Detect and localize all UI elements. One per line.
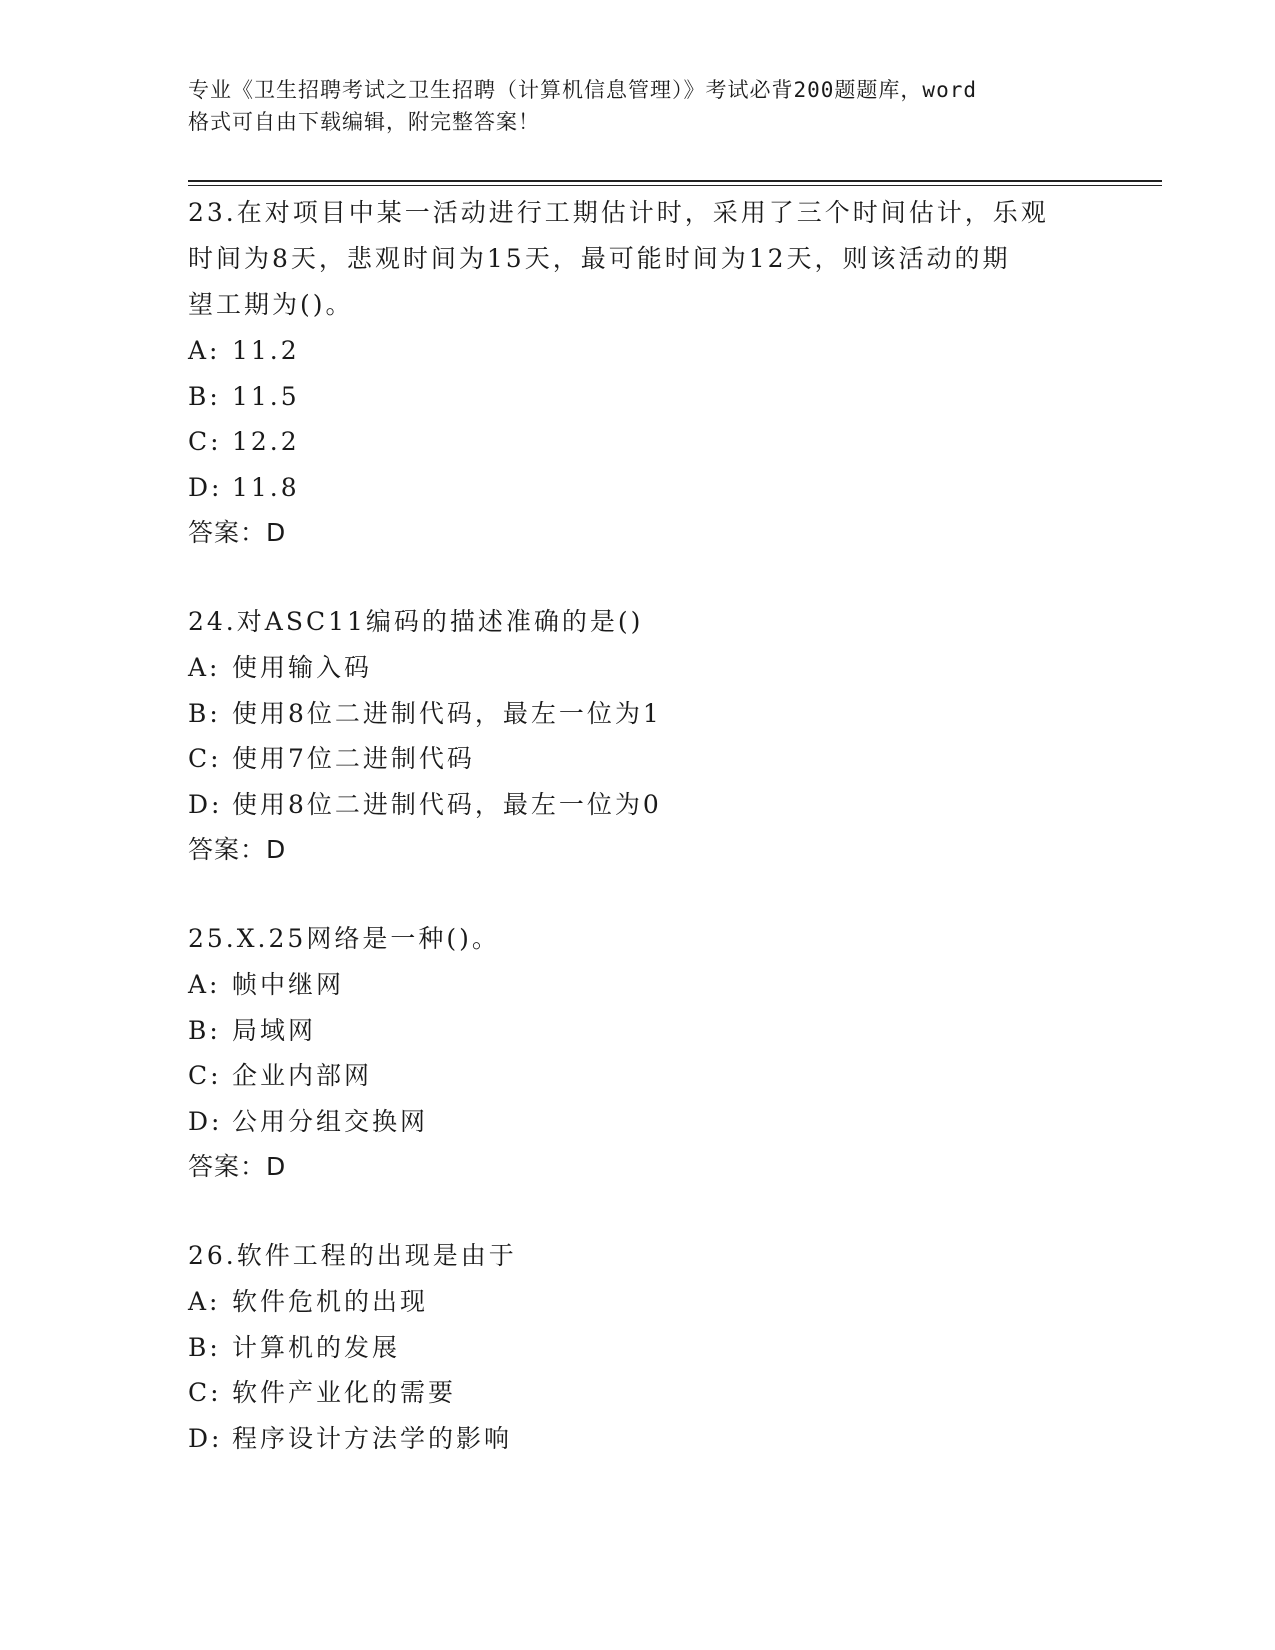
option-letter: A:	[188, 1287, 221, 1316]
option-letter: D:	[188, 1423, 223, 1453]
answer-label: 答案：D	[188, 835, 287, 864]
option-text: 使用8位二进制代码，最左一位为1	[232, 698, 662, 728]
option-d	[188, 782, 1088, 828]
option-text: 局域网	[232, 1015, 317, 1045]
question-stem-line: 时间为8天，悲观时间为15天，最可能时间为12天，则该活动的期	[188, 244, 1011, 273]
option-text: 程序设计方法学的影响	[232, 1423, 513, 1453]
option-text: 帧中继网	[232, 970, 345, 999]
option-a	[188, 1279, 1088, 1325]
option-letter: A:	[188, 653, 221, 682]
answer-label: 答案：D	[188, 1152, 287, 1181]
answer-label: 答案：D	[188, 518, 287, 547]
option-b	[188, 374, 1088, 420]
question-23	[188, 190, 1088, 555]
option-letter: D:	[188, 472, 223, 502]
option-letter: C:	[188, 744, 222, 773]
question-list	[188, 190, 1088, 1505]
question-25	[188, 916, 1088, 1189]
option-a	[188, 962, 1088, 1008]
option-text: 12.2	[232, 427, 300, 456]
option-letter: A:	[188, 970, 221, 999]
option-text: 公用分组交换网	[232, 1106, 429, 1136]
question-stem-line: 26.软件工程的出现是由于	[188, 1241, 517, 1270]
option-letter: C:	[188, 1061, 222, 1090]
header-divider-thick	[188, 180, 1162, 182]
question-stem-line: 24.对ASC11编码的描述准确的是()	[188, 607, 644, 636]
option-c	[188, 419, 1088, 465]
option-text: 11.2	[232, 336, 300, 365]
option-d	[188, 1416, 1088, 1462]
option-d	[188, 1099, 1088, 1145]
option-c	[188, 1370, 1088, 1416]
header-title-line-2: 格式可自由下载编辑，附完整答案！	[188, 110, 540, 134]
question-stem-line: 25.X.25网络是一种()。	[188, 924, 500, 953]
option-letter: B:	[188, 1332, 221, 1362]
question-26	[188, 1233, 1088, 1461]
option-text: 企业内部网	[232, 1061, 373, 1090]
option-b	[188, 691, 1088, 737]
option-letter: D:	[188, 1106, 223, 1136]
header-divider-thin	[188, 185, 1162, 186]
option-letter: B:	[188, 381, 221, 411]
option-a	[188, 328, 1088, 374]
option-text: 计算机的发展	[232, 1332, 401, 1362]
option-text: 11.5	[232, 381, 300, 411]
option-text: 使用输入码	[232, 653, 373, 682]
question-24	[188, 599, 1088, 872]
option-c	[188, 1053, 1088, 1099]
document-header	[188, 74, 1088, 138]
option-b	[188, 1325, 1088, 1371]
question-stem-line: 23.在对项目中某一活动进行工期估计时，采用了三个时间估计，乐观	[188, 198, 1049, 227]
option-letter: A:	[188, 336, 221, 365]
option-letter: B:	[188, 698, 221, 728]
option-c	[188, 736, 1088, 782]
option-letter: C:	[188, 427, 222, 456]
option-text: 11.8	[232, 472, 300, 502]
option-text: 使用7位二进制代码	[232, 744, 475, 773]
option-letter: D:	[188, 789, 223, 819]
option-text: 使用8位二进制代码，最左一位为0	[232, 789, 662, 819]
option-text: 软件危机的出现	[232, 1287, 429, 1316]
option-d	[188, 465, 1088, 511]
option-letter: B:	[188, 1015, 221, 1045]
question-stem-line: 望工期为()。	[188, 290, 354, 319]
option-b	[188, 1008, 1088, 1054]
option-letter: C:	[188, 1378, 222, 1407]
option-text: 软件产业化的需要	[232, 1378, 457, 1407]
header-title-line-1: 专业《卫生招聘考试之卫生招聘（计算机信息管理）》考试必背200题题库，word	[188, 78, 977, 102]
option-a	[188, 645, 1088, 691]
